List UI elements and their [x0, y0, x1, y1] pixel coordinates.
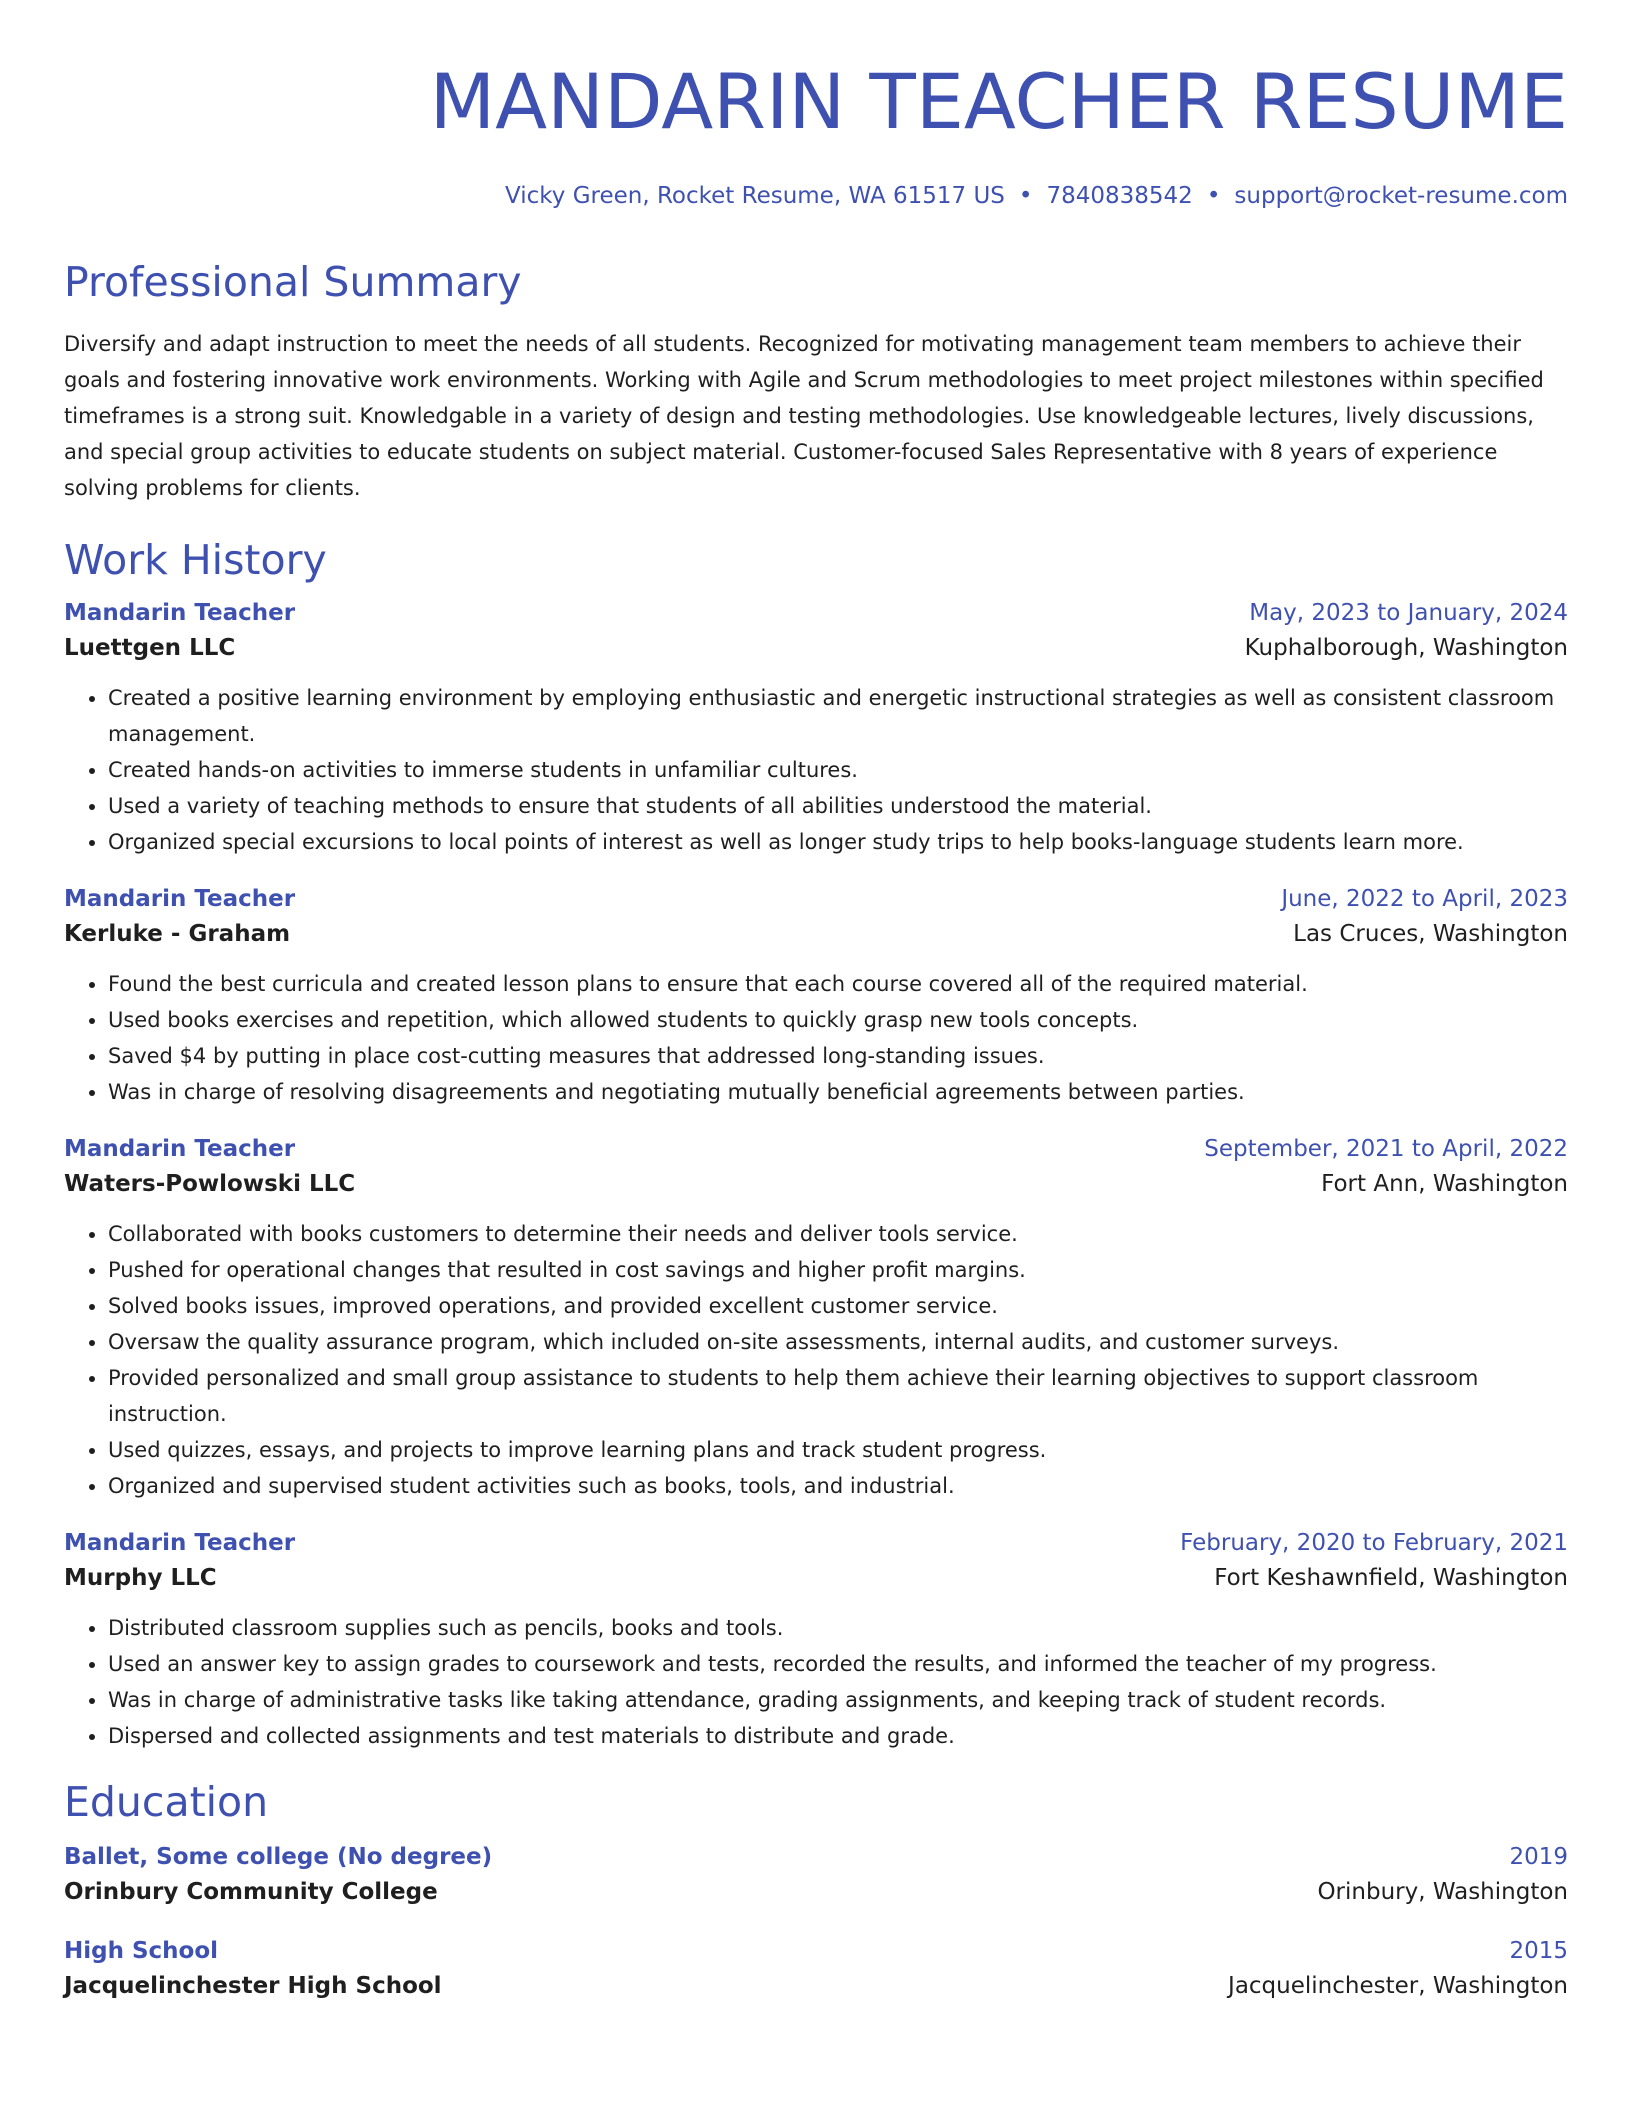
- job-bullets: [64, 1216, 1568, 1504]
- job-dates: May, 2023 to January, 2024: [1249, 600, 1568, 626]
- job-bullet: • Oversaw the quality assurance program, which included on-site assessments, internal audits, and customer surveys.: [108, 1324, 1568, 1360]
- job-bullets: [64, 966, 1568, 1110]
- job-company: Luettgen LLC: [64, 635, 236, 661]
- job-title: Mandarin Teacher: [64, 1136, 296, 1162]
- education-year: 2019: [1509, 1844, 1568, 1870]
- job-bullet: • Organized and supervised student activities such as books, tools, and industrial.: [108, 1468, 1568, 1504]
- job-bullet: • Used books exercises and repetition, which allowed students to quickly grasp new tools concepts.: [108, 1002, 1568, 1038]
- job-bullets: [64, 680, 1568, 860]
- job-entry: [64, 596, 1568, 860]
- contact-line: [64, 180, 1568, 212]
- education-header: [64, 1840, 1568, 1874]
- job-subheader: [64, 916, 1568, 952]
- job-location: Kuphalborough, Washington: [1244, 635, 1568, 661]
- summary-heading: Professional Summary: [64, 258, 522, 306]
- job-company: Kerluke - Graham: [64, 921, 291, 947]
- job-dates: February, 2020 to February, 2021: [1180, 1530, 1568, 1556]
- job-bullet: • Distributed classroom supplies such as pencils, books and tools.: [108, 1610, 1568, 1646]
- education-subheader: [64, 1968, 1568, 2004]
- job-bullet: • Solved books issues, improved operations, and provided excellent customer service.: [108, 1288, 1568, 1324]
- education-location: Jacquelinchester, Washington: [1228, 1973, 1568, 1999]
- job-bullet: • Pushed for operational changes that resulted in cost savings and higher profit margins.: [108, 1252, 1568, 1288]
- job-title: Mandarin Teacher: [64, 1530, 296, 1556]
- job-bullet: • Used quizzes, essays, and projects to improve learning plans and track student progress.: [108, 1432, 1568, 1468]
- job-subheader: [64, 630, 1568, 666]
- contact-separator: •: [1018, 183, 1033, 209]
- education-entry: [64, 1840, 1568, 1910]
- job-bullet: • Provided personalized and small group assistance to students to help them achieve their learning objectives to support classroom instruction.: [108, 1360, 1568, 1432]
- job-subheader: [64, 1560, 1568, 1596]
- job-company: Waters-Powlowski LLC: [64, 1171, 356, 1197]
- resume-title: MANDARIN TEACHER RESUME: [429, 57, 1568, 146]
- job-entry: [64, 1132, 1568, 1504]
- job-bullet: • Organized special excursions to local points of interest as well as longer study trips to help books-language students learn more.: [108, 824, 1568, 860]
- job-bullets: [64, 1610, 1568, 1754]
- education-entry: [64, 1934, 1568, 2004]
- job-dates: September, 2021 to April, 2022: [1204, 1136, 1568, 1162]
- work-history-heading: Work History: [64, 536, 327, 584]
- contact-separator: •: [1206, 183, 1221, 209]
- education-location: Orinbury, Washington: [1317, 1879, 1568, 1905]
- job-bullet: • Saved $4 by putting in place cost-cutting measures that addressed long-standing issues.: [108, 1038, 1568, 1074]
- job-bullet: • Used an answer key to assign grades to coursework and tests, recorded the results, and informed the teacher of my progress.: [108, 1646, 1568, 1682]
- education-header: [64, 1934, 1568, 1968]
- job-dates: June, 2022 to April, 2023: [1281, 886, 1568, 912]
- job-title: Mandarin Teacher: [64, 600, 296, 626]
- job-bullet: • Dispersed and collected assignments and test materials to distribute and grade.: [108, 1718, 1568, 1754]
- education-degree: Ballet, Some college (No degree): [64, 1844, 493, 1870]
- job-entry: [64, 1526, 1568, 1754]
- job-company: Murphy LLC: [64, 1565, 217, 1591]
- job-header: [64, 1132, 1568, 1166]
- job-header: [64, 1526, 1568, 1560]
- job-bullet: • Created hands-on activities to immerse students in unfamiliar cultures.: [108, 752, 1568, 788]
- job-bullet: • Collaborated with books customers to determine their needs and deliver tools service.: [108, 1216, 1568, 1252]
- job-location: Fort Ann, Washington: [1321, 1171, 1568, 1197]
- job-title: Mandarin Teacher: [64, 886, 296, 912]
- job-header: [64, 596, 1568, 630]
- job-bullet: • Used a variety of teaching methods to ensure that students of all abilities understood the material.: [108, 788, 1568, 824]
- education-school: Orinbury Community College: [64, 1879, 438, 1905]
- contact-email[interactable]: support@rocket-resume.com: [1234, 183, 1568, 209]
- job-location: Fort Keshawnfield, Washington: [1214, 1565, 1568, 1591]
- job-bullet: • Found the best curricula and created lesson plans to ensure that each course covered all of the required material.: [108, 966, 1568, 1002]
- education-subheader: [64, 1874, 1568, 1910]
- education-degree: High School: [64, 1938, 219, 1964]
- education-school: Jacquelinchester High School: [64, 1973, 442, 1999]
- contact-address: Vicky Green, Rocket Resume, WA 61517 US: [505, 183, 1005, 209]
- job-bullet: • Was in charge of administrative tasks like taking attendance, grading assignments, and keeping track of student records.: [108, 1682, 1568, 1718]
- job-subheader: [64, 1166, 1568, 1202]
- summary-text: Diversify and adapt instruction to meet the needs of all students. Recognized for motivating management team members to achieve their goals and fostering innovative work environments. Working with Agile and Scrum methodologies to meet project milestones within specified timeframes is a strong suit. Knowledgable in a variety of design and testing methodologies. Use knowledgeable lectures, lively discussions, and special group activities to educate students on subject material. Customer-focused Sales Representative with 8 years of experience solving problems for clients.: [64, 332, 1544, 500]
- job-location: Las Cruces, Washington: [1293, 921, 1568, 947]
- education-heading: Education: [64, 1778, 269, 1826]
- job-entry: [64, 882, 1568, 1110]
- job-header: [64, 882, 1568, 916]
- job-bullet: • Was in charge of resolving disagreements and negotiating mutually beneficial agreements between parties.: [108, 1074, 1568, 1110]
- contact-phone: 7840838542: [1046, 183, 1193, 209]
- education-year: 2015: [1509, 1938, 1568, 1964]
- job-bullet: • Created a positive learning environment by employing enthusiastic and energetic instructional strategies as well as consistent classroom management.: [108, 680, 1568, 752]
